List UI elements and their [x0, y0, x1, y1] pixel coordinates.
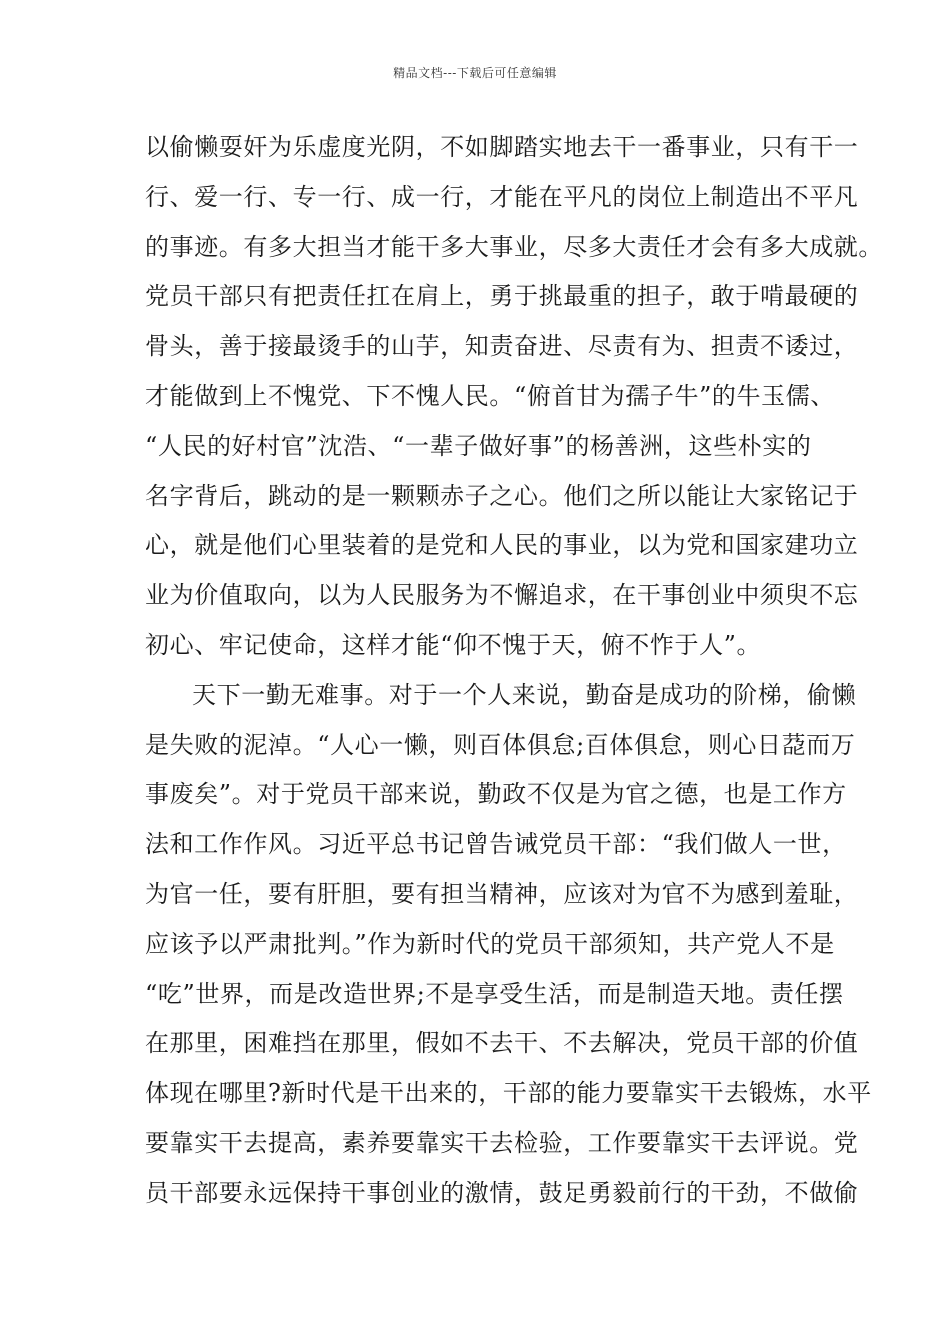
paragraph-line: 名字背后，跳动的是一颗颗赤子之心。他们之所以能让大家铭记于	[145, 481, 859, 510]
paragraph-line: 初心、牢记使命，这样才能“仰不愧于天，俯不怍于人”。	[145, 630, 762, 659]
paragraph-line: 骨头，善于接最烫手的山芋，知责奋进、尽责有为、担责不诿过，	[145, 332, 859, 361]
paragraph-line: 业为价值取向，以为人民服务为不懈追求，在干事创业中须臾不忘	[145, 581, 859, 610]
paragraph-line: 事废矣”。对于党员干部来说，勤政不仅是为官之德，也是工作方	[145, 780, 847, 809]
paragraph-line: 体现在哪里?新时代是干出来的，干部的能力要靠实干去锻炼，水平	[145, 1079, 872, 1108]
paragraph-line: 的事迹。有多大担当才能干多大事业，尽多大责任才会有多大成就。	[145, 232, 883, 261]
paragraph-line: 才能做到上不愧党、下不愧人民。“俯首甘为孺子牛”的牛玉儒、	[145, 381, 835, 410]
document-body	[145, 126, 883, 1222]
paragraph-line: 为官一任，要有肝胆，要有担当精神，应该对为官不为感到羞耻，	[145, 879, 859, 908]
paragraph-line: 以偷懒耍奸为乐虚度光阴，不如脚踏实地去干一番事业，只有干一	[145, 133, 859, 161]
paragraph-line: 行、爱一行、专一行、成一行，才能在平凡的岗位上制造出不平凡	[145, 182, 859, 211]
paragraph-line: 心，就是他们心里装着的是党和人民的事业，以为党和国家建功立	[145, 531, 859, 560]
paragraph-line-indented: 天下一勤无难事。对于一个人来说，勤奋是成功的阶梯，偷懒	[192, 680, 857, 709]
paragraph-line: 应该予以严肃批判。”作为新时代的党员干部须知，共产党人不是	[145, 929, 835, 958]
paragraph-line: 是失败的泥淖。“人心一懒，则百体俱怠;百体俱怠，则心日莻而万	[145, 730, 856, 759]
paragraph-line: “吃”世界，而是改造世界;不是享受生活，而是制造天地。责任摆	[145, 979, 844, 1008]
paragraph-line: “人民的好村官”沈浩、“一辈子做好事”的杨善洲，这些朴实的	[145, 431, 812, 460]
page-header: 精品文档---下载后可任意编辑	[393, 66, 557, 80]
paragraph-line: 员干部要永远保持干事创业的激情，鼓足勇毅前行的干劲，不做偷	[145, 1178, 859, 1207]
paragraph-line: 法和工作作风。习近平总书记曾告诫党员干部：“我们做人一世，	[145, 830, 847, 859]
paragraph-line: 在那里，困难挡在那里，假如不去干、不去解决，党员干部的价值	[145, 1029, 859, 1058]
paragraph-line: 党员干部只有把责任扛在肩上，勇于挑最重的担子，敢于啃最硬的	[145, 282, 859, 311]
paragraph-line: 要靠实干去提高，素养要靠实干去检验，工作要靠实干去评说。党	[145, 1128, 859, 1157]
